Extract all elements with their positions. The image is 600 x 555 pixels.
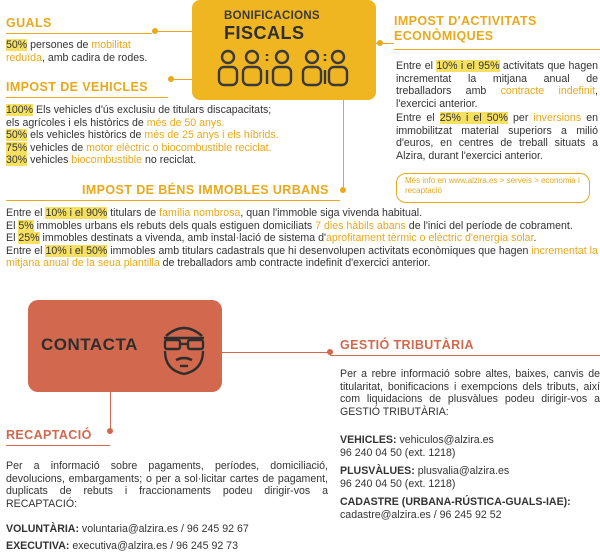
connector-line — [343, 100, 344, 187]
people-group-icon — [216, 48, 356, 90]
plusvalues-email-link[interactable]: plusvalia@alzira.es — [414, 465, 510, 477]
connector-dot — [107, 428, 113, 434]
connector-line — [222, 352, 330, 353]
connector-line — [155, 31, 192, 32]
ibi-title: IMPOST DE BÉNS IMMOBLES URBANS — [82, 183, 329, 197]
vehicles-text: 100% Els vehicles d'ús exclusiu de titulars discapacitats; els agrícoles i els històrics de més de 50 anys. 50% els vehicles històrics de més de 25 anys i els híbrids. 75% vehicles de motor elèctric o biocombustible reciclat. 30% vehicles biocombustible no reciclat. — [6, 104, 279, 167]
ibi-text: Entre el 10% i el 90% titulars de família nombrosa, quan l'immoble siga vivenda habitual. El 5% immobles urbans els rebuts dels quals estiguen domiciliats 7 dies hàbils abans de l'inici del període de cobrament. El 25% immobles destinats a vivenda, amb instal·lació de sistema d'aprofitament tèrmic o elèctric d'energia solar. Entre el 10% i el 50% immobles amb titulars cadastrals que hi desenvolupen activitats econòmiques que hagen incrementat la mitjana anual de la seua plantilla de treballadors amb contracte indefinit d'exercici anterior. — [6, 207, 598, 270]
gestio-title: GESTIÓ TRIBUTÀRIA — [340, 338, 474, 352]
iae-text-1: Entre el 10% i el 95% activitats que hagen incrementat la mitjana anual de treballadors amb contracte indefinit, l'exercici anterior. — [396, 60, 598, 110]
guals-title: GUALS — [6, 16, 52, 30]
connector-line — [376, 43, 394, 44]
bonificacions-title-line2: FISCALS — [224, 23, 305, 43]
cadastre-email-link[interactable]: cadastre@alzira.es / 96 245 92 52 — [340, 509, 502, 521]
iae-title: IMPOST D'ACTIVITATS ECONÒMIQUES — [394, 14, 537, 43]
recaptacio-text: Per a informació sobre pagaments, períodes, domiciliació, devolucions, embargaments; o per a sol·licitar cartes de pagament, duplicats de rebuts i fraccionaments podeu dirigir-vos a RECAPTACIÓ: — [6, 460, 328, 510]
guals-text: 50% persones de mobilitat reduïda, amb cadira de rodes. — [6, 39, 148, 64]
contacta-title: CONTACTA — [41, 335, 138, 354]
gestio-contacts: VEHICLES: vehiculos@alzira.es 96 240 04 50 (ext. 1218) PLUSVÀLUES: plusvalia@alzira.es 96 240 04 50 (ext. 1218) CADASTRE (URBANA-RÚSTICA-GUALS-IAE): cadastre@alzira.es / 96 245 92 52 — [340, 434, 571, 521]
iae-more-info-link[interactable]: Més info en www.alzira.es > serveis > economia i recaptació — [396, 173, 590, 203]
connector-line — [171, 79, 192, 80]
contacta-box — [28, 300, 222, 392]
iae-rule — [394, 49, 600, 50]
recaptacio-rule — [6, 445, 110, 446]
vehicles-title: IMPOST DE VEHICLES — [6, 80, 148, 94]
connector-dot — [340, 187, 346, 193]
executiva-email-link[interactable]: executiva@alzira.es / 96 245 92 73 — [69, 540, 238, 552]
recaptacio-title: RECAPTACIÓ — [6, 428, 92, 442]
voluntaria-email-link[interactable]: voluntaria@alzira.es / 96 245 92 67 — [78, 523, 249, 535]
gestio-rule — [330, 355, 600, 356]
bonificacions-box — [192, 0, 376, 100]
recaptacio-contacts: VOLUNTÀRIA: voluntaria@alzira.es / 96 245 92 67 EXECUTIVA: executiva@alzira.es / 96 245 92 73 — [6, 523, 249, 552]
vehicles-rule — [6, 97, 168, 98]
vehicles-email-link[interactable]: vehiculos@alzira.es — [396, 434, 494, 446]
connector-line — [110, 392, 111, 430]
guals-rule — [6, 33, 152, 34]
gestio-text: Per a rebre informació sobre altes, baixes, canvis de titularitat, bonificacions i exempcions dels tributs, així com liquidacions de plusvàlues podeu dirigir-vos a GESTIÓ TRIBUTÀRIA: — [340, 368, 600, 418]
ibi-rule — [6, 200, 340, 201]
bonificacions-title-line1: BONIFICACIONS — [224, 10, 320, 22]
guals-percent: 50% — [6, 39, 28, 51]
iae-text-2: Entre el 25% i el 50% per inversions en immobilitzat material superiors a milió d'euros, en centres de treball situats a Alzira, durant l'exercici anterior. — [396, 112, 598, 162]
bearded-face-icon — [156, 318, 212, 378]
